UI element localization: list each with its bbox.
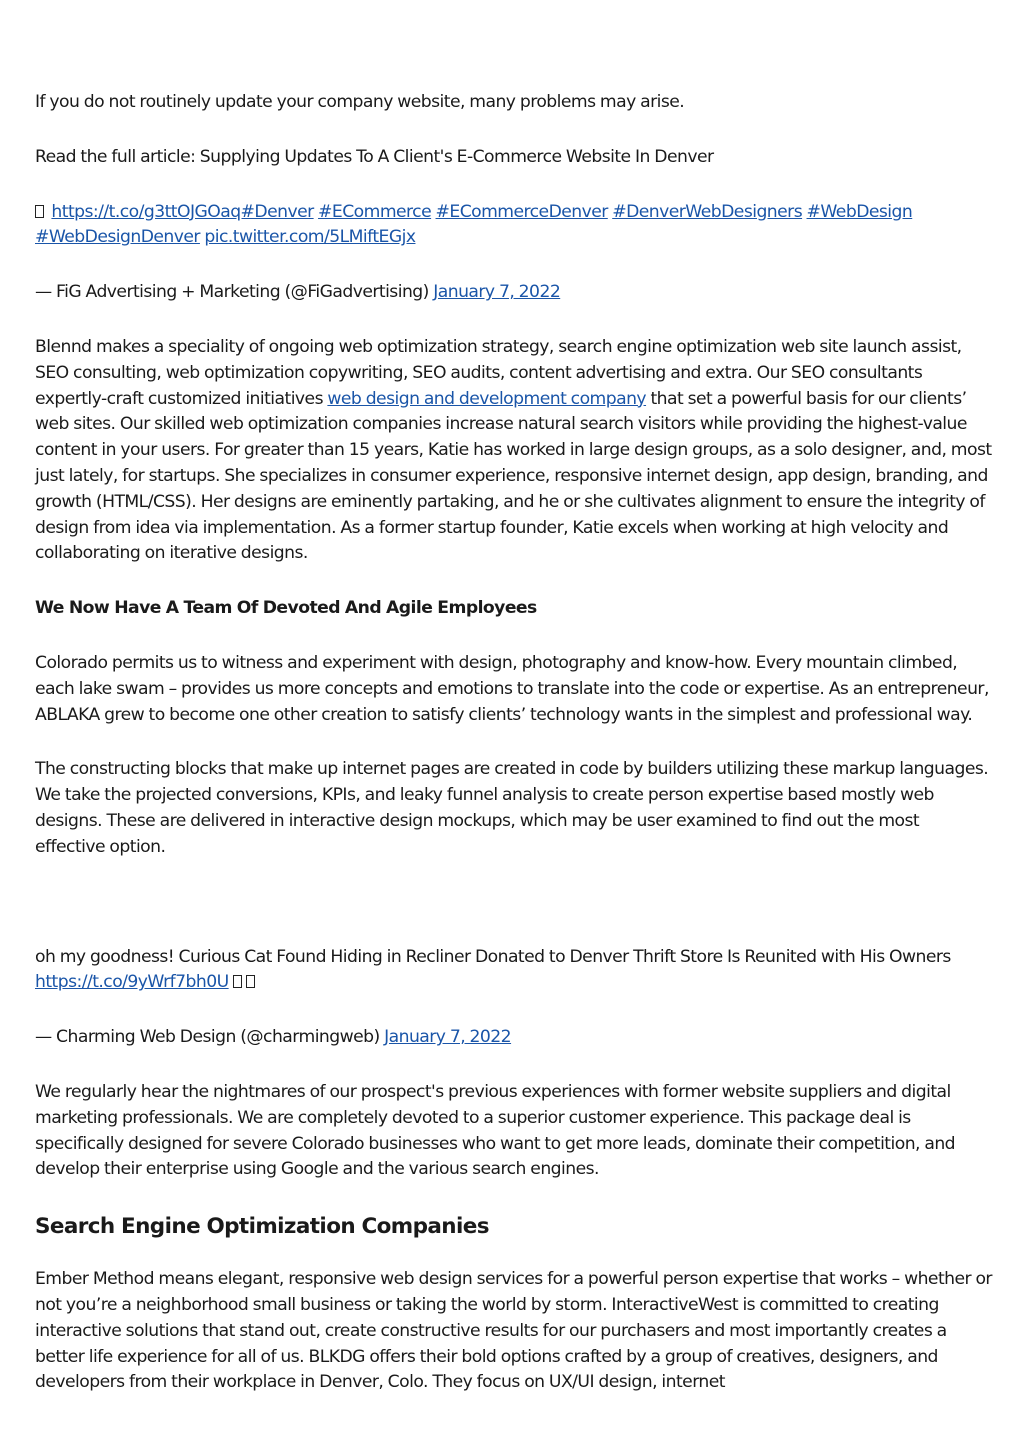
blennd-paragraph: Blennd makes a speciality of ongoing web optimization strategy, search engine optimization web site launch assist, SEO consulting, web optimization copywriting, SEO audits, content advertising and extra. Our SEO consultants expertly-craft customized initiatives web design and development company that set a powerful basis for our clients’ web sites. Our skilled web optimization companies increase natural search visitors while providing the highest-value content in your users. For greater than 15 years, Katie has worked in large design groups, as a solo designer, and, most just lately, for startups. She specializes in consumer experience, responsive internet design, app design, branding, and growth (HTML/CSS). Her designs are eminently partaking, and he or she cultivates alignment to ensure the integrity of design from idea via implementation. As a former startup founder, Katie excels when working at high velocity and collaborating on iterative designs.	[35, 336, 992, 564]
hashtag-denver-web-designers[interactable]: #DenverWebDesigners	[612, 201, 803, 222]
building-blocks-paragraph: The constructing blocks that make up internet pages are created in code by builders utilizing these markup languages. We take the projected conversions, KPIs, and leaky funnel analysis to create person expertise based mostly web designs. These are delivered in interactive design mockups, which may be user examined to find out the most effective option.	[35, 759, 989, 857]
tweet-pic-link[interactable]: pic.twitter.com/5LMiftEGjx	[204, 227, 416, 248]
colorado-paragraph: Colorado permits us to witness and experiment with design, photography and know-how. Every mountain climbed, each lake swam – provides us more concepts and emotions to translate into the code or expertise. As an entrepreneur, ABLAKA grew to become one other creation to satisfy clients’ technology wants in the simplest and professional way.	[35, 652, 989, 725]
article-body	[35, 90, 993, 1425]
section-heading-seo: Search Engine Optimization Companies	[35, 1214, 489, 1240]
spacer	[35, 890, 993, 945]
tweet-byline-fig	[35, 280, 993, 306]
hashtag-webdesign-denver[interactable]: #WebDesignDenver	[35, 227, 200, 248]
hashtag-ecommerce[interactable]: #ECommerce	[318, 201, 432, 222]
tweet-embed-charming: oh my goodness! Curious Cat Found Hiding in Recliner Donated to Denver Thrift Store Is Reunited with His Owners https://t.co/9yWrf7bh0U	[35, 946, 951, 993]
missing-emoji-icon	[233, 975, 242, 988]
missing-emoji-icon	[246, 975, 255, 988]
read-full-article: Read the full article: Supplying Updates To A Client's E-Commerce Website In Denver	[35, 146, 714, 167]
tweet-date-link[interactable]: January 7, 2022	[433, 282, 561, 303]
tweet-embed-fig	[35, 200, 993, 252]
tweet-date-link[interactable]: January 7, 2022	[384, 1027, 512, 1048]
hashtag-webdesign[interactable]: #WebDesign	[806, 201, 913, 222]
web-design-company-link[interactable]: web design and development company	[327, 388, 647, 409]
tweet-byline-charming	[35, 1025, 993, 1051]
hashtag-ecommerce-denver[interactable]: #ECommerceDenver	[435, 201, 608, 222]
intro-paragraph: If you do not routinely update your company website, many problems may arise.	[35, 92, 685, 112]
tweet-link-denver[interactable]: https://t.co/g3ttOJGOaq#Denver	[51, 201, 314, 222]
tweet-author: — Charming Web Design (@charmingweb)	[35, 1027, 380, 1048]
section-heading-team: We Now Have A Team Of Devoted And Agile Employees	[35, 598, 537, 619]
tweet-link-cat[interactable]: https://t.co/9yWrf7bh0U	[35, 972, 229, 993]
ember-paragraph: Ember Method means elegant, responsive web design services for a powerful person expertise that works – whether or not you’re a neighborhood small business or taking the world by storm. InteractiveWest is committed to creating interactive solutions that stand out, create constructive results for our purchasers and most importantly creates a better life experience for all of us. BLKDG offers their bold options crafted by a group of creatives, designers, and developers from their workplace in Denver, Colo. They focus on UX/UI design, internet	[35, 1269, 992, 1393]
missing-emoji-icon	[35, 205, 44, 218]
nightmares-paragraph: We regularly hear the nightmares of our prospect's previous experiences with former website suppliers and digital marketing professionals. We are completely devoted to a superior customer experience. This package deal is specifically designed for severe Colorado businesses who want to get more leads, dominate their competition, and develop their enterprise using Google and the various search engines.	[35, 1081, 956, 1180]
tweet-author: — FiG Advertising + Marketing (@FiGadvertising)	[35, 282, 429, 303]
